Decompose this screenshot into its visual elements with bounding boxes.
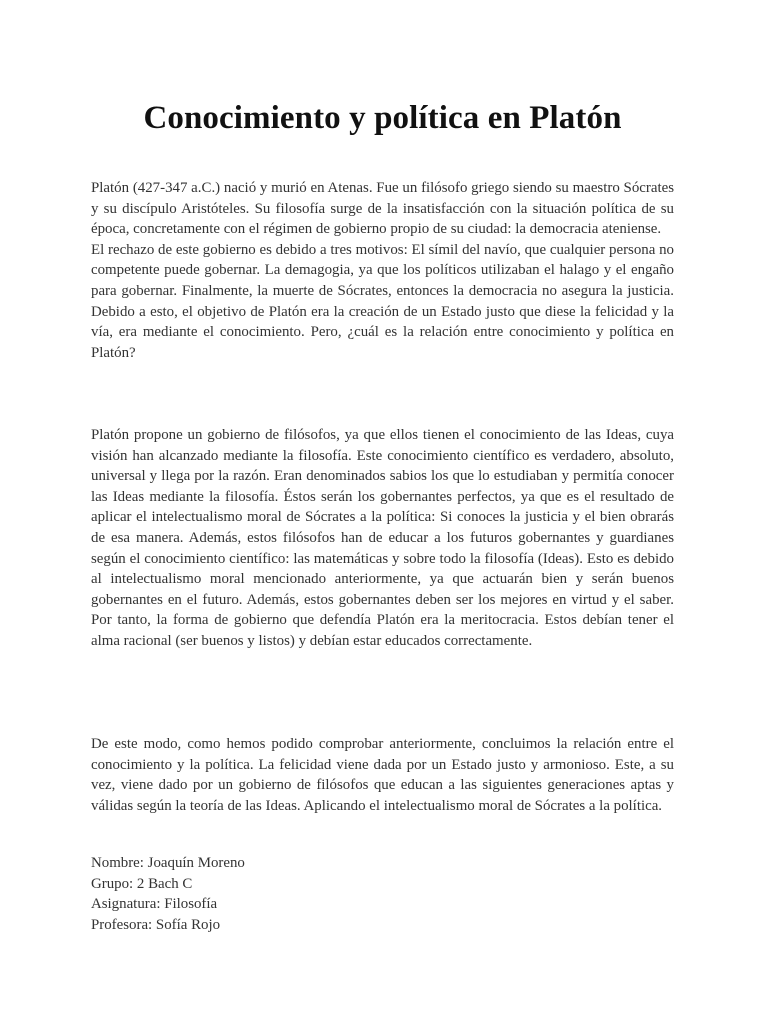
paragraph-rejection: El rechazo de este gobierno es debido a tres motivos: El símil del navío, que cualquier persona no competente puede gobernar. La demagogia, ya que los políticos utilizaban el halago y el engaño para gobernar. Finalmente, la muerte de Sócrates, entonces la democracia no asegura la justicia. Debido a esto, el objetivo de Platón era la creación de un Estado justo que diese la felicidad y la vía, era mediante el conocimiento. Pero, ¿cuál es la relación entre conocimiento y política en Platón?: [91, 241, 674, 361]
paragraph-conclusion: De este modo, como hemos podido comprobar anteriormente, concluimos la relación entre el conocimiento y la política. La felicidad viene dada por un Estado justo y armonioso. Este, a su vez, viene dado por un gobierno de filósofos que educan a las siguientes generaciones aptas y válidas según la teoría de las Ideas. Aplicando el intelectualismo moral de Sócrates a la política.: [91, 736, 674, 814]
teacher: Profesora: Sofía Rojo: [91, 916, 221, 933]
paragraph-development: Platón propone un gobierno de filósofos, ya que ellos tienen el conocimiento de las Ideas, cuya visión han alcanzado mediante la filosofía. Este conocimiento científico es verdadero, absoluto, universal y llega por la razón. Eran denominados sabios los que lo estudiaban y permitía conocer las Ideas mediante la filosofía. Éstos serán los gobernantes perfectos, ya que es el resultado de aplicar el intelectualismo moral de Sócrates a la política: Si conoces la justicia y el bien obrarás de esa manera. Además, estos filósofos han de educar a los futuros gobernantes y guardianes según el conocimiento científico: las matemáticas y sobre todo la filosofía (Ideas). Esto es debido al intelectualismo moral mencionado anteriormente, ya que actuarán bien y serán buenos gobernantes en el futuro. Además, estos gobernantes deben ser los mejores en virtud y el saber. Por tanto, la forma de gobierno que defendía Platón era la meritocracia. Estos debían tener el alma racional (ser buenos y listos) y debían estar educados correctamente.: [91, 427, 674, 649]
intro-section: [91, 178, 674, 363]
subject: Asignatura: Filosofía: [91, 896, 218, 913]
author-name: Nombre: Joaquín Moreno: [91, 855, 245, 871]
author-info: [91, 853, 674, 935]
development-section: [91, 425, 674, 652]
author-group: Grupo: 2 Bach C: [91, 875, 193, 892]
document-title: Conocimiento y política en Platón: [143, 100, 622, 136]
paragraph-intro: Platón (427-347 a.C.) nació y murió en Atenas. Fue un filósofo griego siendo su maestro Sócrates y su discípulo Aristóteles. Su filosofía surge de la insatisfacción con la situación política de su época, concretamente con el régimen de gobierno propio de su ciudad: la democracia ateniense.: [91, 180, 674, 238]
conclusion-section: [91, 734, 674, 816]
